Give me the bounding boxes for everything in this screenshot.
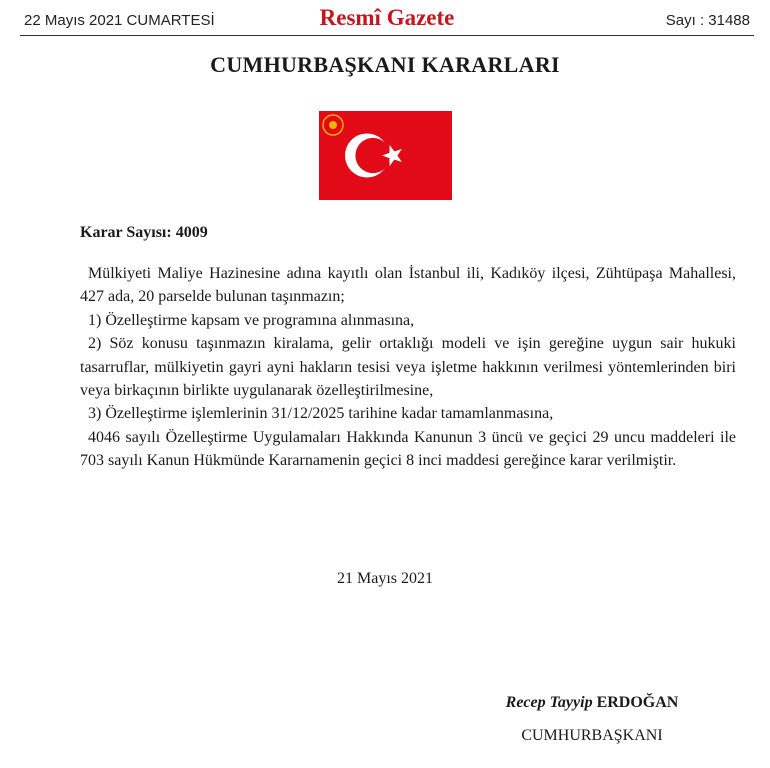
header-issue-number: Sayı : 31488 [665,12,750,29]
signer-name [482,694,702,712]
turkish-flag-icon [319,111,452,200]
gazette-title: Resmî Gazete [319,5,455,30]
signer-title: CUMHURBAŞKANI [521,727,663,744]
decision-body [80,262,736,473]
paragraph-legal-basis: 4046 sayılı Özelleştirme Uygulamaları Hakkında Kanunun 3 üncü ve geçici 29 uncu maddeleri ile 703 sayılı Kanun Hükmünde Kararnamenin geçici 8 inci maddesi gereğince karar verilmiştir. [80,428,736,470]
paragraph-item-3: 3) Özelleştirme işlemlerinin 31/12/2025 tarihine kadar tamamlanmasına, [88,405,554,423]
section-title: CUMHURBAŞKANI KARARLARI [210,52,560,77]
header-date: 22 Mayıs 2021 CUMARTESİ [24,12,215,29]
paragraph-intro: Mülkiyeti Maliye Hazinesine adına kayıtlı olan İstanbul ili, Kadıköy ilçesi, Zühtüpaşa Mahallesi, 427 ada, 20 parselde bulunan taşınmazın; [80,265,736,306]
signer-given-name: Recep Tayyip [505,694,593,711]
gazette-header [20,4,754,36]
decision-number: Karar Sayısı: 4009 [80,224,208,241]
paragraph-item-1: 1) Özelleştirme kapsam ve programına alınmasına, [88,311,415,329]
decision-date: 21 Mayıs 2021 [337,570,433,587]
signer-surname: ERDOĞAN [596,694,679,711]
paragraph-item-2: 2) Söz konusu taşınmazın kiralama, gelir ortaklığı modeli ve işin gereğine uygun sair hukuki tasarruflar, mülkiyetin gayri ayni hakların tesisi veya işletme hakkının verilmesi yöntemlerinden biri veya birkaçının birlikte uygulanarak özelleştirilmesine, [80,335,736,400]
